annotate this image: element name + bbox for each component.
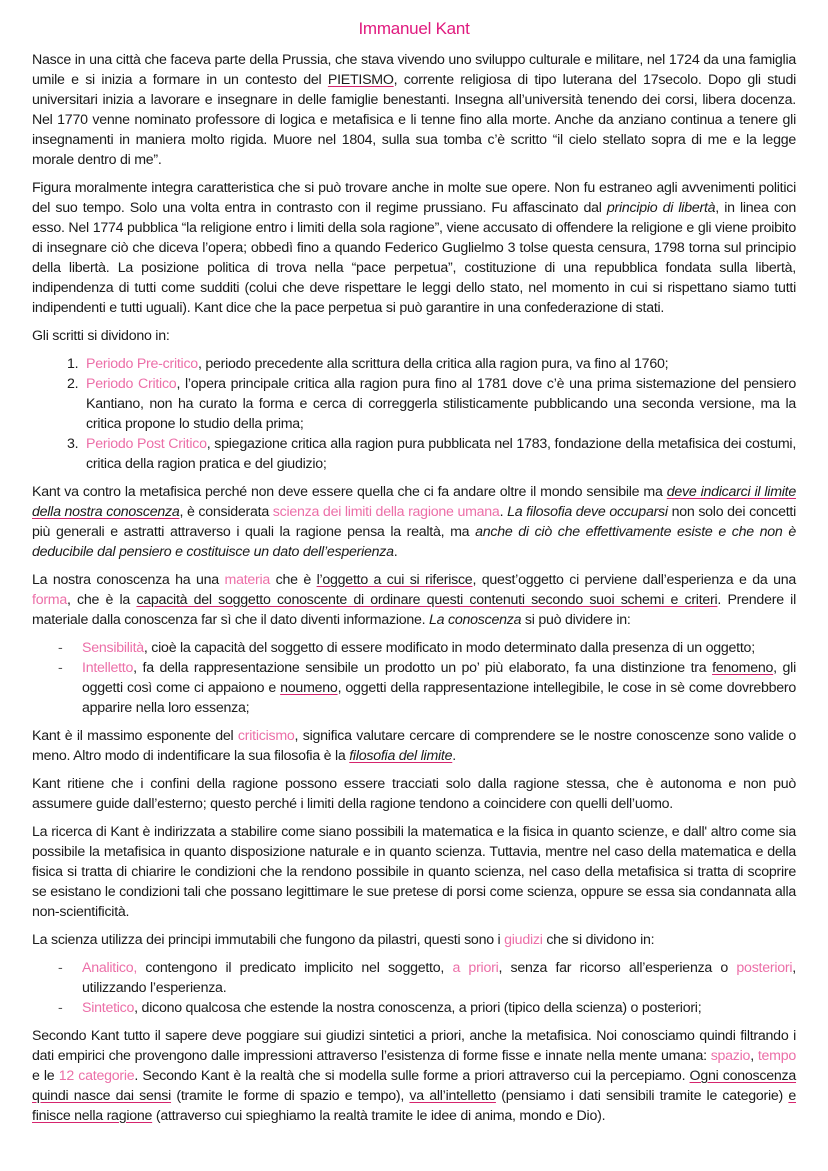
- highlight-term: scienza dei limiti della ragione umana: [272, 504, 500, 520]
- text: , quest’oggetto ci perviene dall’esperienza e da una: [472, 572, 797, 588]
- underlined-term: l’oggetto a cui si riferisce: [316, 572, 473, 588]
- text: . Secondo Kant è la realtà che si modella sulle forme a priori attraverso cui la percepiamo.: [134, 1068, 690, 1084]
- paragraph-biography: [32, 50, 796, 170]
- highlight-term: spazio: [710, 1048, 751, 1064]
- paragraph-knowledge: [32, 570, 796, 630]
- knowledge-list: [32, 638, 796, 718]
- text: che è: [270, 572, 317, 588]
- text: , l’opera principale critica alla ragion pura fino al 1781 dove c’è una prima sistemazione del pensiero Kantiano, non ha curato la forma e cerca di correggerla stilisticamente pubblicando una seconda versione, ma la critica propone lo studio della prima;: [86, 376, 796, 432]
- text: , oggetti della rappresentazione intellegibile, le cose in sè come dovrebbero apparire nella loro essenza;: [82, 680, 796, 716]
- list-item: [82, 374, 796, 434]
- text: , spiegazione critica alla ragion pura pubblicata nel 1783, fondazione della metafisica dei costumi, critica della ragion pratica e del giudizio;: [86, 436, 797, 472]
- highlight-term: a priori: [452, 960, 499, 976]
- text: ,: [750, 1048, 758, 1064]
- text: Figura moralmente integra caratteristica che si può trovare anche in molte sue opere. Non fu estraneo agli avvenimenti politici del suo tempo. Solo una volta entra in contrasto con il regime prussiano. Fu affascinato dal: [32, 180, 796, 216]
- text: , periodo precedente alla scrittura della critica alla ragion pura, va fino al 1760;: [197, 356, 669, 372]
- underlined-term: capacità del soggetto conoscente di ordinare questi contenuti secondo suoi schemi e criteri: [136, 592, 718, 608]
- text: (attraverso cui spieghiamo la realtà tramite le idee di anima, mondo e Dio).: [152, 1108, 606, 1124]
- paragraph-metaphysics: [32, 482, 796, 562]
- text: , cioè la capacità del soggetto di essere modificato in modo determinato dalla presenza di un oggetto;: [143, 640, 755, 656]
- text: .: [393, 544, 398, 560]
- text: La nostra conoscenza ha una: [32, 572, 225, 588]
- highlight-term: Sintetico: [82, 1000, 135, 1016]
- text: , in linea con esso. Nel 1774 pubblica “la religione entro i limiti della sola ragione”, viene accusato di offendere la religione e gli viene proibito di insegnare ciò che diceva l’opera; obbedì fino a quando Federico Guglielmo 3 tolse questa censura, 1798 torna sul principio della libertà. La posizione politica di trova nella “pace perpetua”, costituzione di una repubblica fondata sulla libertà, indipendenza di tutti come sudditi (colui che deve rispettare le leggi dello stato, nel momento in cui si rispettano siamo tutti indipendenti e tutti uguali). Kant dice che la pace perpetua si può garantire in una confederazione di stati.: [32, 200, 796, 316]
- paragraph-writings-intro: Gli scritti si dividono in:: [32, 328, 170, 344]
- text: Kant è il massimo esponente del: [32, 728, 238, 744]
- italic-term: La filosofia deve occuparsi: [507, 504, 668, 520]
- highlight-term: Periodo Post Critico: [86, 436, 207, 452]
- text: , che è la: [67, 592, 137, 608]
- highlight-term: Intelletto: [82, 660, 134, 676]
- italic-term: principio di libertà: [606, 200, 716, 216]
- text: La scienza utilizza dei principi immutabili che fungono da pilastri, questi sono i: [32, 932, 505, 948]
- page-title: Immanuel Kant: [358, 19, 470, 38]
- text: .: [452, 748, 456, 764]
- highlight-term: giudizi: [504, 932, 543, 948]
- list-item: [82, 658, 796, 718]
- text: .: [499, 504, 508, 520]
- underlined-term: noumeno: [280, 680, 338, 696]
- text: si può dividere in:: [521, 612, 631, 628]
- highlight-term: Periodo Critico: [86, 376, 177, 392]
- judgments-list: [32, 958, 796, 1018]
- list-item: [82, 958, 796, 998]
- underlined-term: fenomeno: [712, 660, 774, 676]
- paragraph-criticism: [32, 726, 796, 766]
- highlight-term: Periodo Pre-critico: [86, 356, 198, 372]
- paragraph-politics: [32, 178, 796, 318]
- highlight-term: forma: [32, 592, 68, 608]
- list-item: [82, 354, 796, 374]
- highlight-term: posteriori: [736, 960, 793, 976]
- text: , utilizzando l’esperienza.: [82, 960, 796, 996]
- text: Nasce in una città che faceva parte della Prussia, che stava vivendo uno sviluppo culturale e militare, nel 1724 da una famiglia umile e si inizia a formare in un contesto del: [32, 52, 796, 88]
- highlight-term: tempo: [757, 1048, 796, 1064]
- highlight-term: criticismo: [237, 728, 295, 744]
- underlined-term: filosofia del limite: [349, 748, 453, 764]
- paragraph-judgments-intro: [32, 930, 796, 950]
- italic-term: La conoscenza: [429, 612, 522, 628]
- highlight-term: 12 categorie: [58, 1068, 135, 1084]
- text: , significa valutare cercare di comprendere se le nostre conoscenze sono valide o meno. Altro modo di indentificare la sua filosofia è la: [32, 728, 796, 764]
- text: (pensiamo i dati sensibili tramite le categorie): [495, 1088, 789, 1104]
- text: Kant va contro la metafisica perché non deve essere quella che ci fa andare oltre il mondo sensibile ma: [32, 484, 667, 500]
- text: Secondo Kant tutto il sapere deve poggiare sui giudizi sintetici a priori, anche la metafisica. Noi conosciamo quindi filtrando i dati empirici che provengono dalle impressioni attraverso l’esistenza di forme fisse e innate nella mente umana:: [32, 1028, 796, 1064]
- text: , fa della rappresentazione sensibile un prodotto un po’ più elaborato, fa una distinzione tra: [133, 660, 713, 676]
- paragraph-reason-limits: Kant ritiene che i confini della ragione possono essere tracciati solo dalla ragione stessa, che è autonoma e non può assumere guide dall’esterno; questo perché i limiti della ragione tendono a coincidere con quelli dell’uomo.: [32, 776, 796, 812]
- highlight-term: Analitico,: [82, 960, 138, 976]
- underlined-term: Ogni conoscenza quindi nasce dai sensi: [32, 1068, 797, 1104]
- text: e le: [32, 1068, 59, 1084]
- highlight-term: Sensibilità: [82, 640, 144, 656]
- text: , senza far ricorso all’esperienza o: [498, 960, 737, 976]
- text: non solo dei concetti più generali e astratti attraverso i quali la ragione pensa la realtà, ma: [32, 504, 796, 540]
- writings-list: [32, 354, 796, 474]
- text: che si dividono in:: [542, 932, 655, 948]
- underlined-term: deve indicarci il limite della nostra conoscenza: [32, 484, 796, 520]
- text: (tramite le forme di spazio e tempo),: [171, 1088, 410, 1104]
- italic-term: anche di ciò che effettivamente esiste e che non è deducibile dal pensiero e costituisce un dato dell’esperienza: [32, 524, 796, 560]
- underlined-term: e finisce nella ragione: [32, 1088, 796, 1124]
- text: , corrente religiosa di tipo luterana del 17secolo. Dopo gli studi universitari inizia a lavorare e insegnare in delle famiglie benestanti. Insegna all’università tenendo dei corsi, libera docenza. Nel 1770 venne nominato professore di logica e metafisica e li tenne fino alla morte. Anche da anziano continua a tenere gli insegnamenti in maniera molto rigida. Muore nel 1804, sulla sua tomba c’è scritto “il cielo stellato sopra di me e la legge morale dentro di me”.: [32, 72, 796, 168]
- highlight-term: materia: [224, 572, 271, 588]
- list-item: [82, 998, 796, 1018]
- text: , dicono qualcosa che estende la nostra conoscenza, a priori (tipico della scienza) o posteriori;: [134, 1000, 702, 1016]
- text: contengono il predicato implicito nel soggetto,: [137, 960, 453, 976]
- paragraph-research: La ricerca di Kant è indirizzata a stabilire come siano possibili la matematica e la fisica in quanto scienze, e dall' altro come sia possibile la metafisica in quanto disposizione naturale e in quanto scienza. Tuttavia, mentre nel caso della matematica e della fisica si tratta di chiarire le condizioni che la rendono possibile in quanto scienza, nel caso della metafisica si tratta di scoprire se esistano le condizioni tali che possano legittimare le sue pretese di porsi come scienza, oppure se essa sia condannata alla non-scientificità.: [32, 824, 796, 920]
- text: , è considerata: [179, 504, 273, 520]
- list-item: [82, 434, 796, 474]
- underlined-term: va all’intelletto: [409, 1088, 496, 1104]
- paragraph-synthetic-a-priori: [32, 1026, 796, 1126]
- list-item: [82, 638, 796, 658]
- text: , gli oggetti così come ci appaiono e: [82, 660, 796, 696]
- text: . Prendere il materiale dalla conoscenza far sì che il dato diventi informazione.: [32, 592, 796, 628]
- underlined-term: PIETISMO: [327, 72, 394, 88]
